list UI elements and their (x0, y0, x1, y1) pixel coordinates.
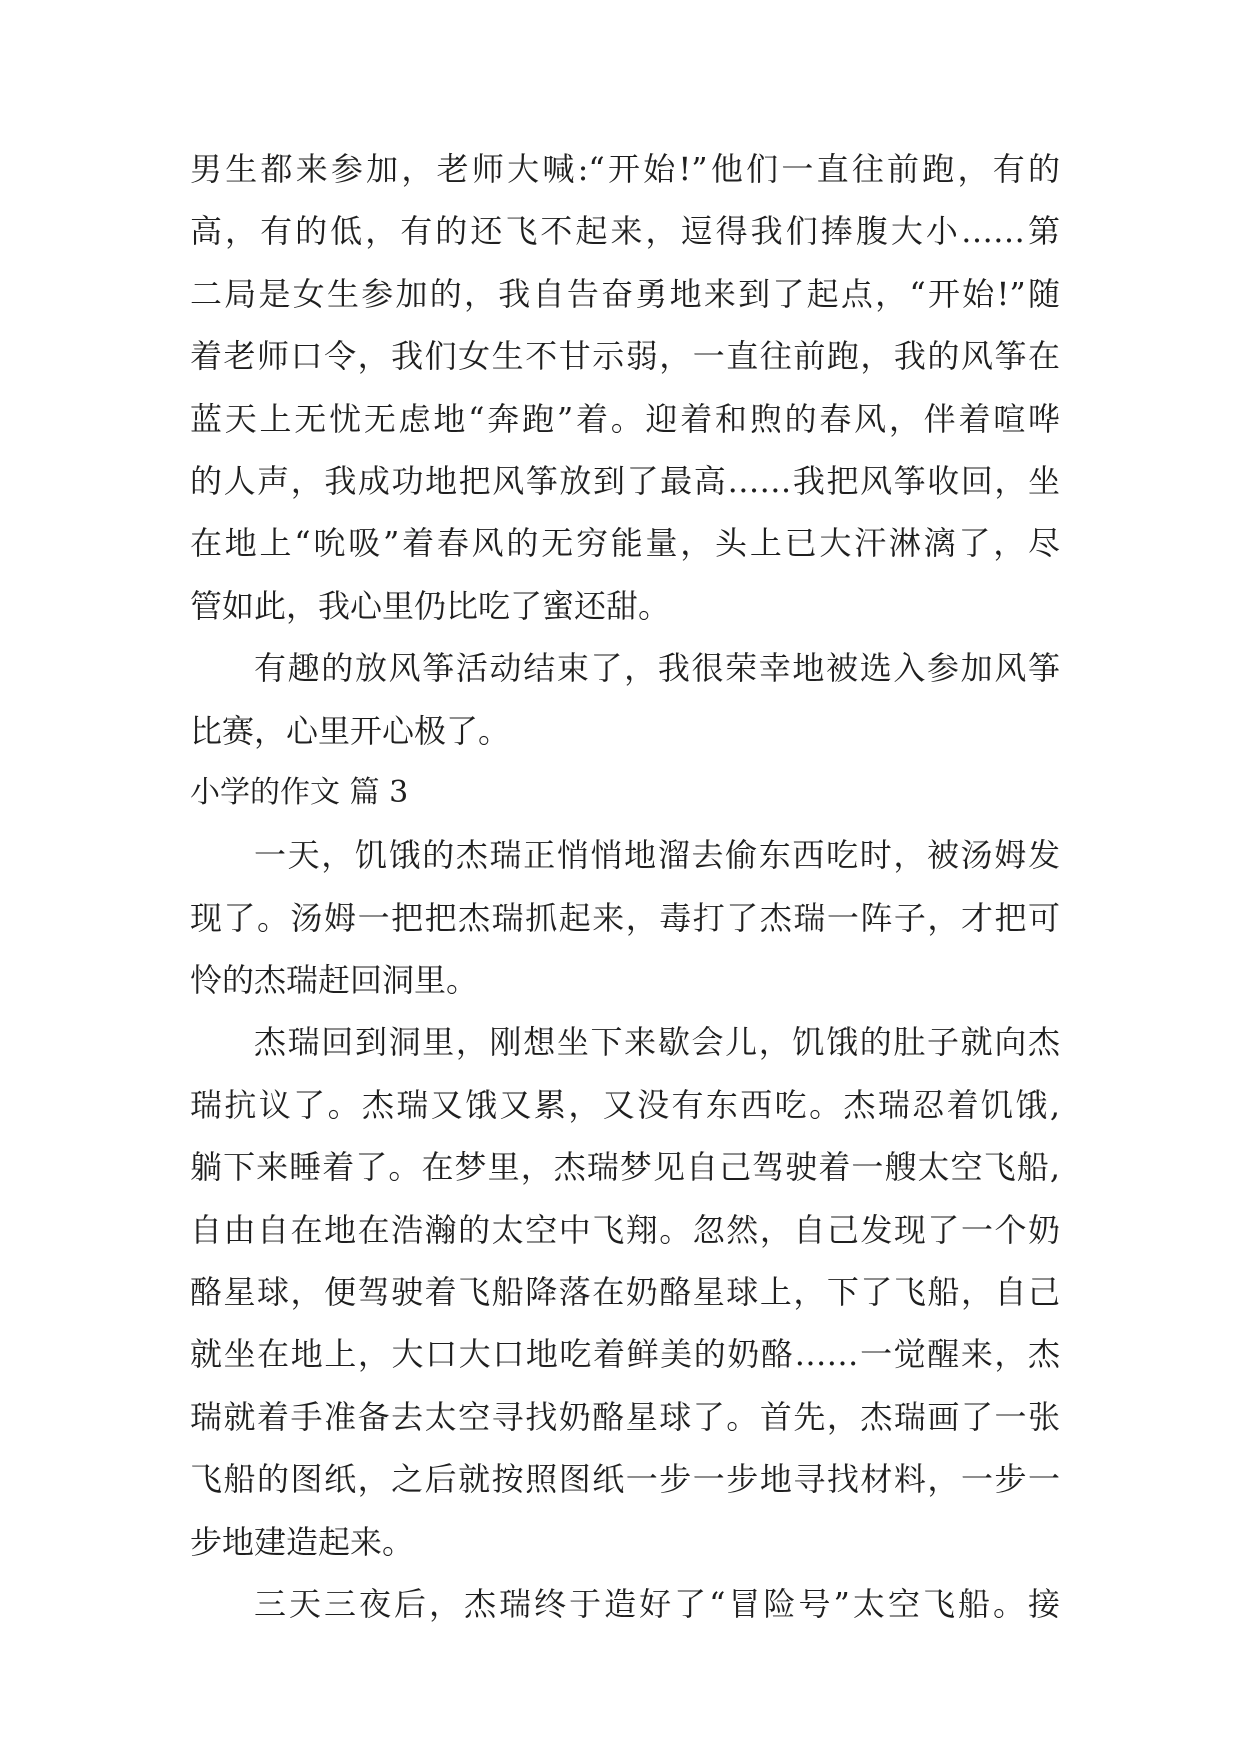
text-line: 在地上“吮吸”着春风的无穷能量，头上已大汗淋漓了，尽 (190, 524, 1060, 563)
text-line: 自由自在地在浩瀚的太空中飞翔。忽然，自己发现了一个奶 (190, 1210, 1060, 1249)
text-line: 蓝天上无忧无虑地“奔跑”着。迎着和煦的春风，伴着喧哗 (190, 399, 1060, 438)
text-line: 男生都来参加，老师大喊:“开始!”他们一直往前跑，有的 (190, 150, 1060, 188)
text-line: 二局是女生参加的，我自告奋勇地来到了起点，“开始!”随 (190, 274, 1060, 313)
text-line: 就坐在地上，大口大口地吃着鲜美的奶酪……一觉醒来，杰 (190, 1335, 1060, 1374)
text-line: 怜的杰瑞赶回洞里。 (190, 961, 479, 1000)
text-line: 躺下来睡着了。在梦里，杰瑞梦见自己驾驶着一艘太空飞船, (190, 1148, 1060, 1187)
document-body (190, 138, 1060, 1635)
text-line: 瑞抗议了。杰瑞又饿又累，又没有东西吃。杰瑞忍着饥饿, (190, 1085, 1060, 1124)
text-line: 管如此，我心里仍比吃了蜜还甜。 (190, 586, 671, 625)
text-line: 酪星球，便驾驶着飞船降落在奶酪星球上，下了飞船，自己 (190, 1273, 1060, 1312)
text-line: 高，有的低，有的还飞不起来，逗得我们捧腹大小……第 (190, 212, 1060, 251)
paragraph-first-line: 杰瑞回到洞里，刚想坐下来歇会儿，饥饿的肚子就向杰 (254, 1023, 1060, 1062)
paragraph-first-line: 有趣的放风筝活动结束了，我很荣幸地被选入参加风筝 (254, 649, 1060, 688)
paragraph-first-line: 三天三夜后，杰瑞终于造好了“冒险号”太空飞船。接 (254, 1584, 1060, 1623)
text-line: 步地建造起来。 (190, 1522, 415, 1561)
text-line: 着老师口令，我们女生不甘示弱，一直往前跑，我的风筝在 (190, 337, 1060, 376)
text-line: 瑞就着手准备去太空寻找奶酪星球了。首先，杰瑞画了一张 (190, 1397, 1060, 1436)
section-heading: 小学的作文 篇 3 (190, 774, 409, 810)
text-line: 比赛，心里开心极了。 (190, 711, 511, 750)
paragraph-first-line: 一天，饥饿的杰瑞正悄悄地溜去偷东西吃时，被汤姆发 (254, 836, 1060, 875)
text-line: 飞船的图纸，之后就按照图纸一步一步地寻找材料，一步一 (190, 1460, 1060, 1499)
text-line: 现了。汤姆一把把杰瑞抓起来，毒打了杰瑞一阵子，才把可 (190, 898, 1060, 937)
text-line: 的人声，我成功地把风筝放到了最高……我把风筝收回，坐 (190, 461, 1060, 500)
